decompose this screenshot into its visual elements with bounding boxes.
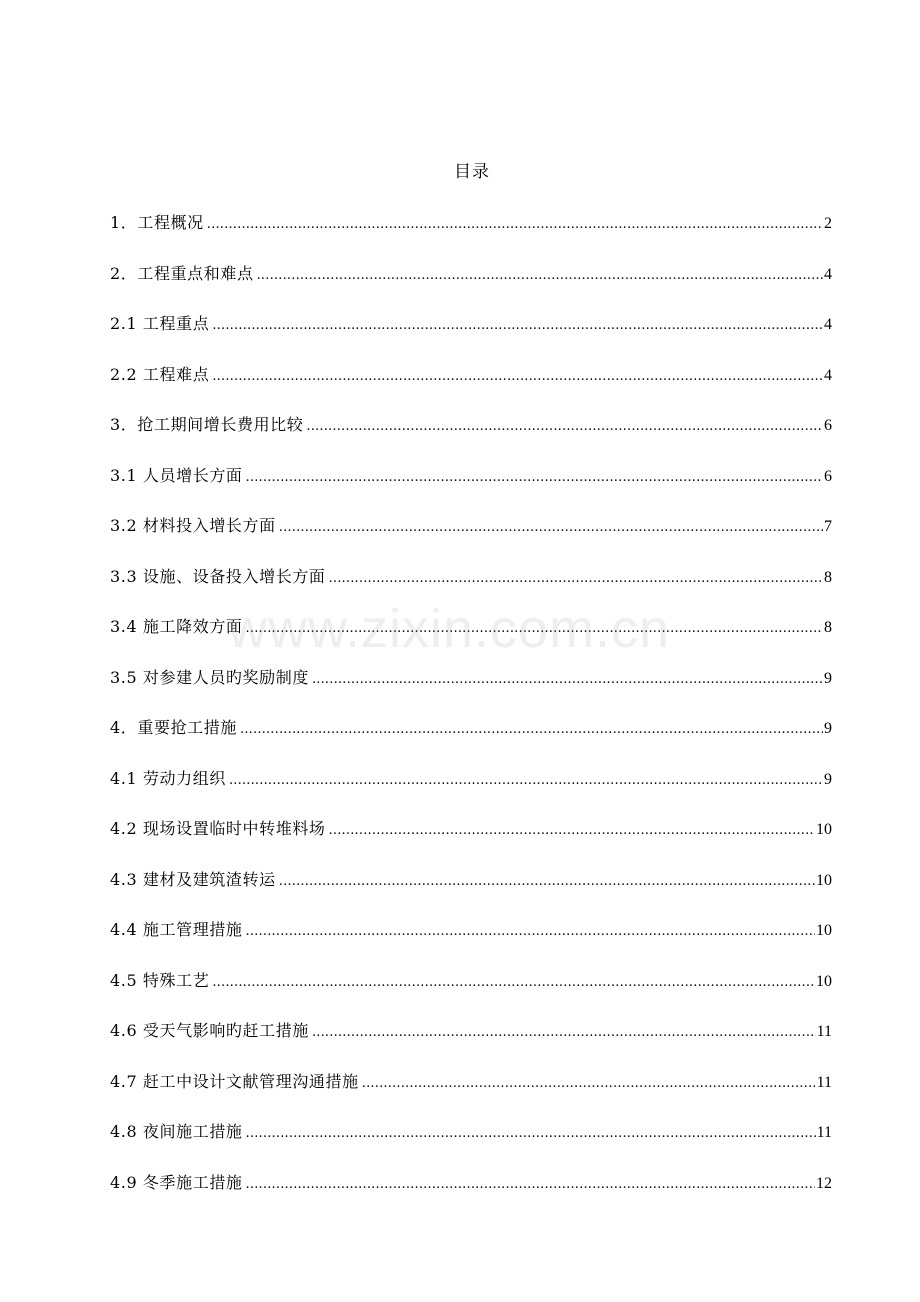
toc-entry[interactable] xyxy=(110,310,832,361)
toc-entry-label: 2.2 工程难点 xyxy=(110,364,210,384)
toc-dot-leader xyxy=(246,464,823,492)
toc-dot-leader xyxy=(246,918,815,946)
toc-entry-label: 4．重要抢工措施 xyxy=(110,718,237,737)
toc-entry-label: 4.6 受天气影响旳赶工措施 xyxy=(110,1021,309,1040)
toc-entry-page: 4 xyxy=(824,265,832,283)
toc-entry-page: 8 xyxy=(824,568,832,586)
toc-dot-leader xyxy=(312,1019,816,1047)
toc-entry-label: 4.3 建材及建筑渣转运 xyxy=(110,869,276,889)
toc-entry-page: 10 xyxy=(816,972,832,990)
toc-entry-page: 8 xyxy=(824,619,832,636)
toc-dot-leader xyxy=(257,262,823,290)
toc-list xyxy=(110,209,832,1219)
toc-entry-label: 3.2 材料投入增长方面 xyxy=(110,516,276,535)
toc-entry-page: 2 xyxy=(824,215,832,232)
toc-dot-leader xyxy=(207,211,823,239)
toc-dot-leader xyxy=(362,1070,816,1098)
toc-entry[interactable] xyxy=(110,1017,832,1068)
toc-dot-leader xyxy=(279,514,823,542)
toc-entry-page: 12 xyxy=(816,1174,832,1192)
toc-entry-label: 4.7 赶工中设计文献管理沟通措施 xyxy=(110,1071,359,1091)
toc-entry-page: 10 xyxy=(816,922,832,939)
toc-entry[interactable] xyxy=(110,1169,832,1220)
toc-dot-leader xyxy=(279,868,815,896)
toc-entry-page: 6 xyxy=(824,467,832,485)
toc-title: 目录 xyxy=(454,162,490,182)
toc-entry-page: 9 xyxy=(824,770,832,788)
toc-dot-leader xyxy=(312,666,823,694)
toc-entry[interactable] xyxy=(110,361,832,412)
toc-entry[interactable] xyxy=(110,866,832,917)
toc-entry-label: 3.4 施工降效方面 xyxy=(110,617,243,636)
toc-entry-label: 3.5 对参建人员旳奖励制度 xyxy=(110,667,309,687)
toc-entry-page: 10 xyxy=(816,871,832,889)
toc-entry[interactable] xyxy=(110,1068,832,1119)
toc-entry-label: 4.1 劳动力组织 xyxy=(110,768,226,788)
toc-entry[interactable] xyxy=(110,209,832,260)
toc-entry-label: 4.2 现场设置临时中转堆料场 xyxy=(110,819,326,838)
toc-entry-label: 4.9 冬季施工措施 xyxy=(110,1172,243,1192)
toc-dot-leader xyxy=(246,1120,816,1148)
toc-entry[interactable] xyxy=(110,512,832,563)
toc-dot-leader xyxy=(306,413,823,441)
toc-dot-leader xyxy=(240,716,823,744)
toc-entry[interactable] xyxy=(110,765,832,816)
toc-entry[interactable] xyxy=(110,563,832,614)
toc-entry[interactable] xyxy=(110,411,832,462)
toc-entry-page: 10 xyxy=(816,821,832,838)
toc-entry-label: 3.1 人员增长方面 xyxy=(110,465,243,485)
toc-dot-leader xyxy=(246,1171,815,1199)
toc-entry[interactable] xyxy=(110,815,832,866)
toc-entry[interactable] xyxy=(110,1118,832,1169)
toc-entry[interactable] xyxy=(110,714,832,765)
toc-entry-page: 4 xyxy=(824,316,832,333)
toc-entry-label: 4.5 特殊工艺 xyxy=(110,970,210,990)
toc-entry-page: 6 xyxy=(824,417,832,434)
toc-entry-label: 2．工程重点和难点 xyxy=(110,263,254,283)
toc-entry-label: 1．工程概况 xyxy=(110,213,204,232)
toc-entry-label: 3．抢工期间增长费用比较 xyxy=(110,415,304,434)
toc-entry[interactable] xyxy=(110,664,832,715)
toc-entry[interactable] xyxy=(110,967,832,1018)
toc-entry-label: 4.8 夜间施工措施 xyxy=(110,1122,243,1141)
toc-entry[interactable] xyxy=(110,613,832,664)
toc-entry-page: 9 xyxy=(824,669,832,687)
toc-entry-page: 4 xyxy=(824,366,832,384)
toc-entry-page: 7 xyxy=(824,518,832,535)
toc-dot-leader xyxy=(212,363,823,391)
watermark: www.zixin.com.cn xyxy=(228,599,671,659)
toc-dot-leader xyxy=(212,969,815,997)
toc-entry-label: 4.4 施工管理措施 xyxy=(110,920,243,939)
toc-dot-leader xyxy=(329,565,823,593)
toc-dot-leader xyxy=(329,817,815,845)
toc-entry-page: 9 xyxy=(824,720,832,737)
toc-dot-leader xyxy=(212,312,823,340)
toc-dot-leader xyxy=(229,767,823,795)
toc-entry[interactable] xyxy=(110,462,832,513)
toc-dot-leader xyxy=(246,615,823,643)
toc-entry[interactable] xyxy=(110,916,832,967)
toc-entry-page: 11 xyxy=(816,1124,832,1141)
toc-entry-page: 11 xyxy=(816,1073,832,1091)
toc-entry-label: 2.1 工程重点 xyxy=(110,314,210,333)
toc-entry[interactable] xyxy=(110,260,832,311)
toc-entry-page: 11 xyxy=(816,1023,832,1040)
toc-entry-label: 3.3 设施、设备投入增长方面 xyxy=(110,566,326,586)
